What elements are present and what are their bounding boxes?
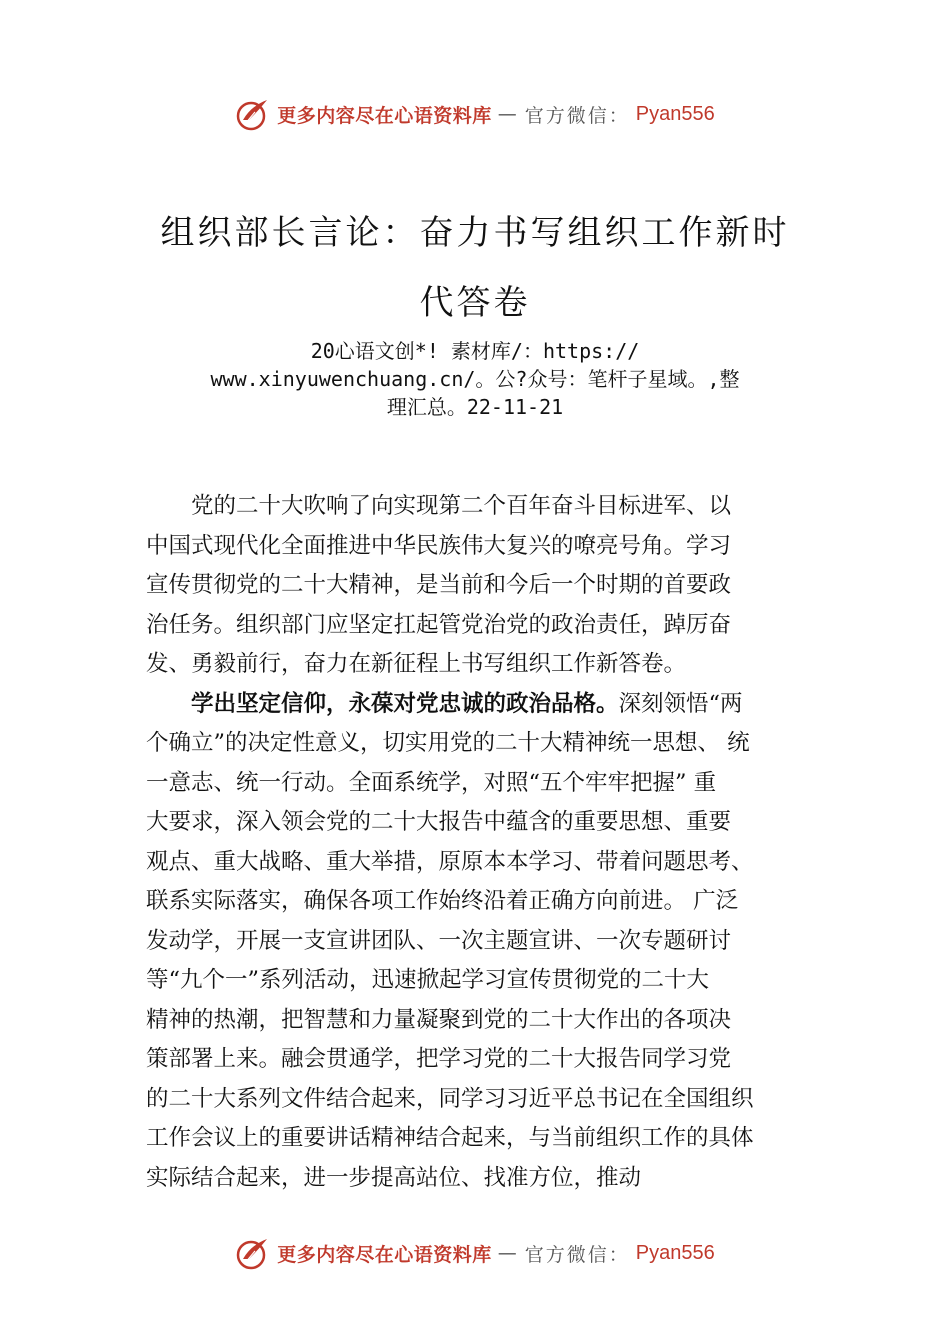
body-line: 观点、重大战略、重大举措，原原本本学习、带着问题思考、 [146,848,754,875]
title-line-1: 组织部长言论：奋力书写组织工作新时 [160,213,790,253]
body-line: 工作会议上的重要讲话精神结合起来，与当前组织工作的具体 [146,1125,754,1151]
body-line: 实际结合起来，进一步提高站位、找准方位，推动 [146,1164,642,1191]
wechat-label: 官方微信： [524,1243,630,1266]
wechat-label: 官方微信： [524,104,630,127]
section-heading: 学出坚定信仰，永葆对党忠诚的政治品格。 [191,690,619,717]
footer-banner [0,1233,950,1273]
body-line: 党的二十大吹响了向实现第二个百年奋斗目标进军、以 [146,493,732,519]
article-body [146,487,818,1198]
body-line: 发、勇毅前行，奋力在新征程上书写组织工作新答卷。 [146,651,687,677]
body-line: 治任务。组织部门应坚定扛起管党治党的政治责任，踔厉奋 [146,611,732,638]
source-line-1: 20心语文创*! 素材库/：https:// [310,339,640,363]
source-line-3: 理汇总。22-11-21 [386,395,564,419]
banner-text: 更多内容尽在心语资料库 [277,1243,492,1266]
header-banner [0,94,950,134]
wechat-id: Pyan556 [635,102,715,125]
body-line: 一意志、统一行动。全面系统学，对照“五个牢牢把握” 重 [146,769,717,796]
body-line: 策部署上来。融会贯通学，把学习党的二十大报告同学习党 [146,1046,732,1072]
wechat-id: Pyan556 [635,1241,715,1264]
body-line: 大要求，深入领会党的二十大报告中蕴含的重要思想、重要 [146,809,732,835]
quill-logo-icon [235,1235,271,1271]
title-line-2: 代答卷 [419,283,531,323]
body-line: 等“九个一”系列活动，迅速掀起学习宣传贯彻党的二十大 [146,967,710,993]
source-line-2: www.xinyuwenchuang.cn/。公?众号：笔杆子星域。,整 [210,367,740,391]
page-title [100,198,850,338]
source-note [110,337,840,421]
body-line: 联系实际落实，确保各项工作始终沿着正确方向前进。 广泛 [146,888,739,914]
body-line [146,685,818,725]
body-line: 的二十大系列文件结合起来，同学习习近平总书记在全国组织 [146,1085,754,1112]
banner-text: 更多内容尽在心语资料库 [277,104,492,127]
body-text: 深刻领悟“两 [618,690,743,717]
body-line: 精神的热潮，把智慧和力量凝聚到党的二十大作出的各项决 [146,1006,732,1033]
body-line: 中国式现代化全面推进中华民族伟大复兴的嘹亮号角。学习 [146,532,732,559]
banner-dash: — [497,103,519,125]
banner-dash: — [497,1242,519,1264]
body-line: 宣传贯彻党的二十大精神，是当前和今后一个时期的首要政 [146,572,732,598]
body-line: 发动学，开展一支宣讲团队、一次主题宣讲、一次专题研讨 [146,927,732,954]
body-line: 个确立”的决定性意义，切实用党的二十大精神统一思想、 统 [146,730,750,756]
quill-logo-icon [235,96,271,132]
